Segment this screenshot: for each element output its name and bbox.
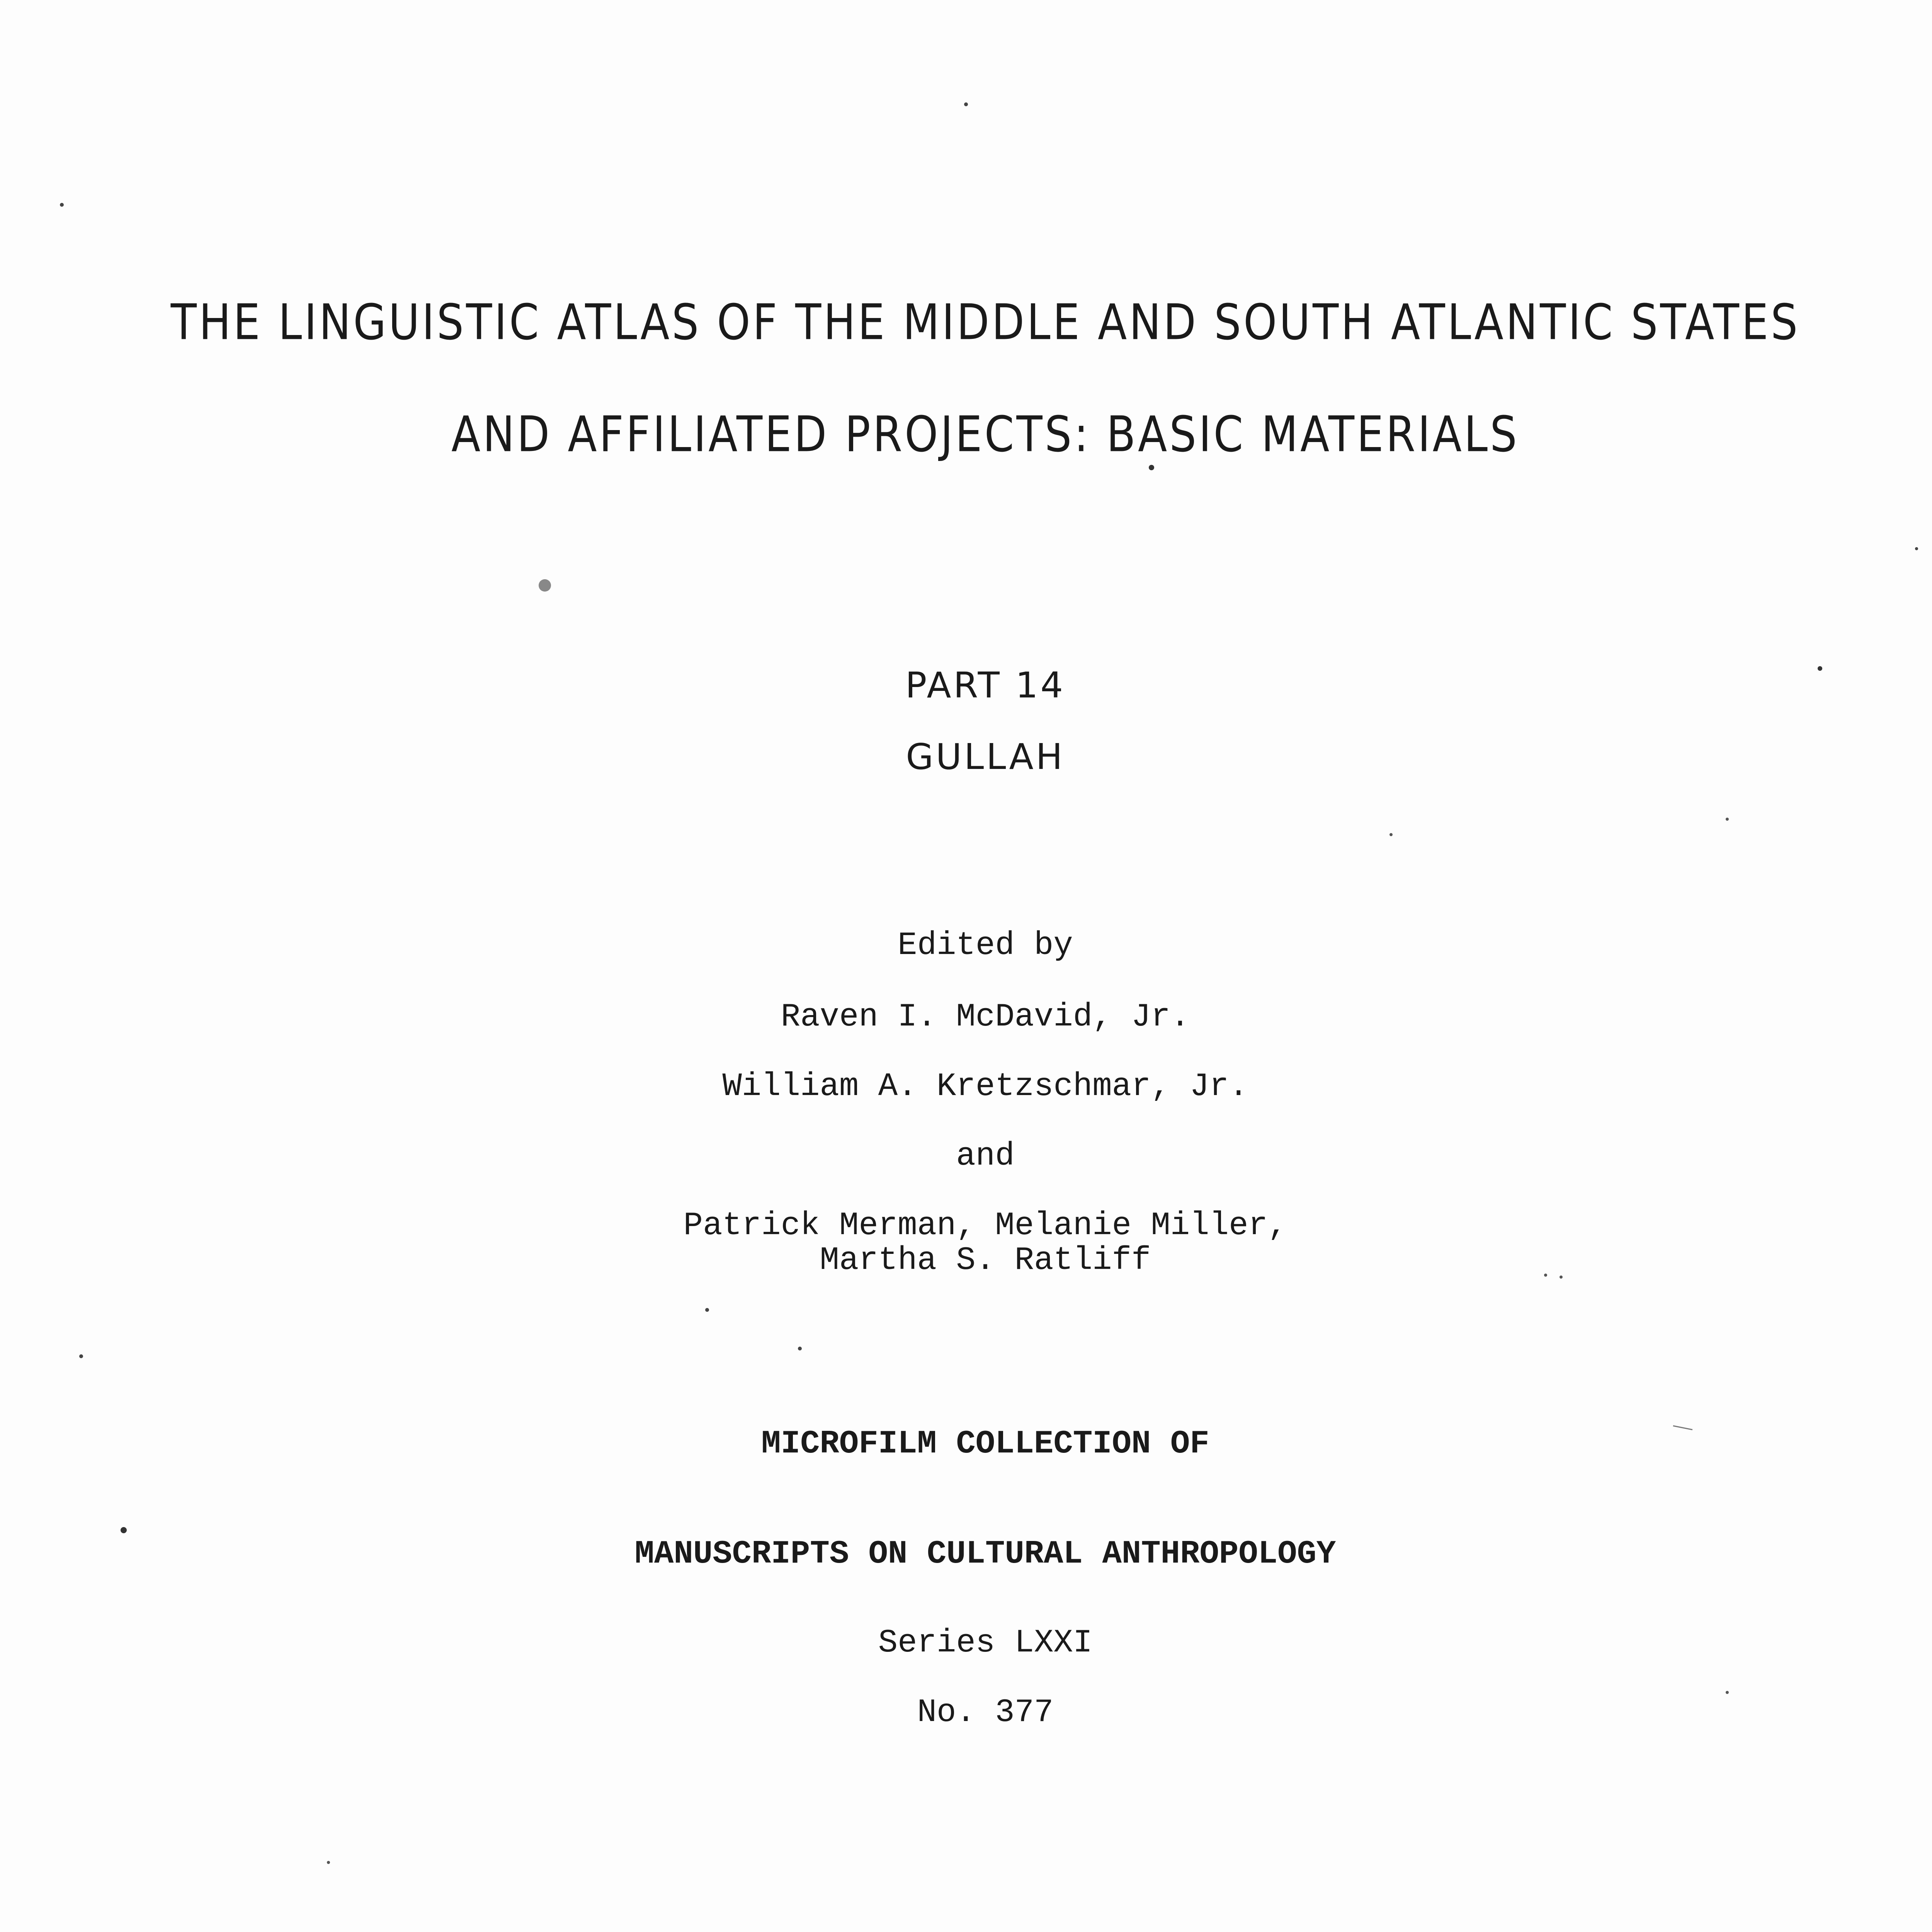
collection-line-1: MICROFILM COLLECTION OF (761, 1426, 1209, 1463)
part-number: PART 14 (905, 665, 1066, 706)
title-line-1: THE LINGUISTIC ATLAS OF THE MIDDLE AND SOUTH ATLANTIC STATES (170, 294, 1800, 351)
speck (1726, 1691, 1729, 1694)
editor-1: Raven I. McDavid, Jr. (781, 999, 1190, 1036)
speck (1389, 833, 1393, 836)
series-label: Series LXXI (878, 1625, 1093, 1662)
speck (327, 1861, 330, 1864)
part-name: GULLAH (906, 736, 1065, 777)
speck (79, 1354, 83, 1358)
title-line-2: AND AFFILIATED PROJECTS: BASIC MATERIALS (451, 406, 1519, 463)
edited-by-label: Edited by (898, 927, 1073, 964)
speck (1726, 818, 1729, 821)
speck (121, 1527, 127, 1533)
editor-2: William A. Kretzschmar, Jr. (722, 1068, 1248, 1105)
other-editors-line-2: Martha S. Ratliff (820, 1242, 1151, 1279)
speck (539, 579, 551, 592)
other-editors-line-1: Patrick Merman, Melanie Miller, (683, 1208, 1287, 1244)
speck (705, 1308, 709, 1312)
speck (798, 1347, 802, 1350)
speck (1915, 547, 1918, 550)
speck (60, 203, 64, 207)
speck (1149, 465, 1154, 470)
series-number: No. 377 (917, 1694, 1054, 1731)
speck (964, 102, 968, 106)
editors-conjunction: and (956, 1138, 1015, 1175)
collection-line-2: MANUSCRIPTS ON CULTURAL ANTHROPOLOGY (634, 1536, 1336, 1573)
